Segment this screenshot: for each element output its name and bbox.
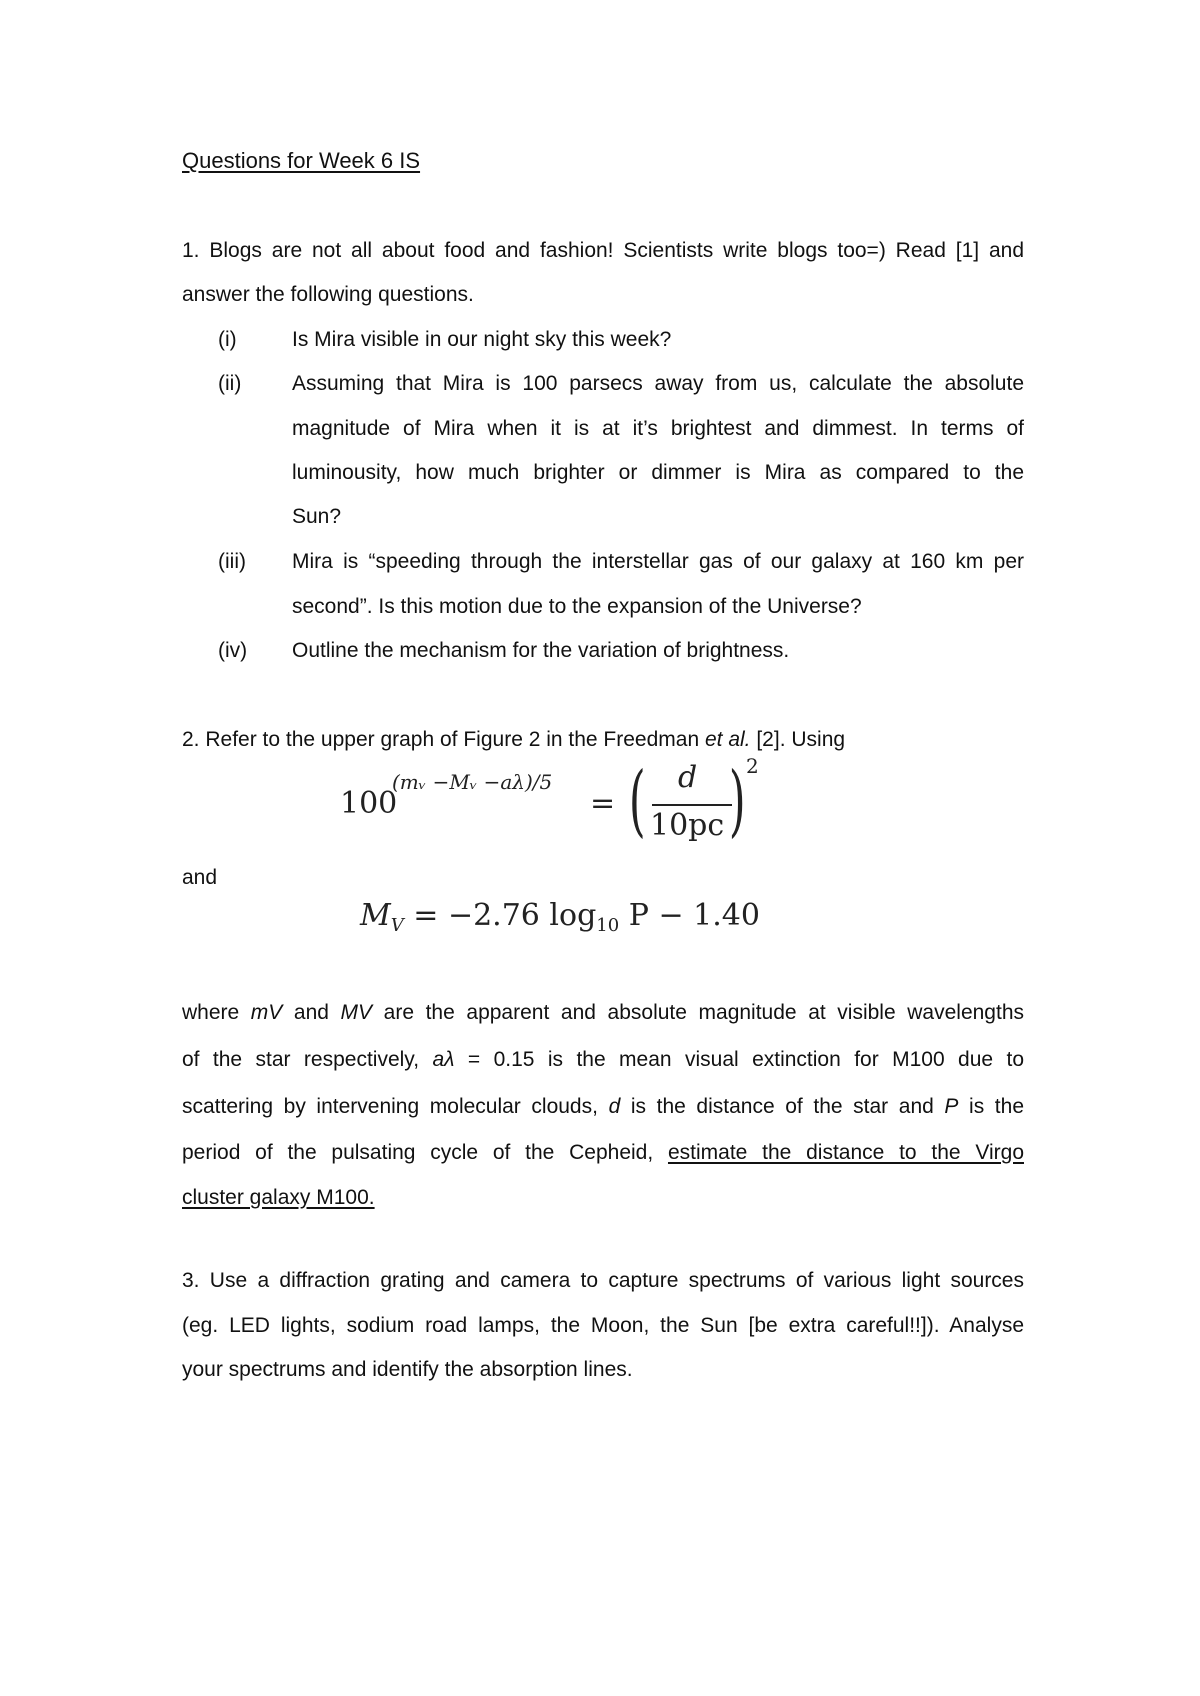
q1-item-ii-label: (ii)	[218, 372, 242, 395]
q3-line-1: 3. Use a diffraction grating and camera to capture spectrums of various light sources	[182, 1269, 1024, 1292]
eq1-equals: =	[590, 786, 616, 821]
q2-body-underlined-text: cluster galaxy M100.	[182, 1186, 375, 1209]
q2-body-text: of the star respectively,	[182, 1048, 433, 1071]
q1-item-ii-line-2: magnitude of Mira when it is at it’s brightest and dimmest. In terms of	[292, 417, 1024, 440]
q2-body-text: is the	[958, 1095, 1025, 1118]
q2-body-text: scattering by intervening molecular clouds,	[182, 1095, 609, 1118]
q2-body-line	[182, 1140, 1024, 1166]
eq1-left-paren: (	[628, 756, 646, 846]
period-luminosity-equation	[360, 898, 760, 948]
q2-body-italic-symbol: P	[944, 1095, 959, 1118]
q2-body-italic-symbol: mV	[250, 1001, 283, 1024]
q2-intro	[182, 727, 845, 753]
eq1-base: 100	[340, 786, 398, 821]
eq1-power: 2	[746, 754, 759, 778]
q1-line-1: 1. Blogs are not all about food and fashion! Scientists write blogs too=) Read [1] and	[182, 239, 1024, 262]
q1-item-ii-line-3: luminousity, how much brighter or dimmer is Mira as compared to the	[292, 461, 1024, 484]
eq2-lhs: M	[360, 898, 391, 933]
eq1-numerator: d	[678, 760, 698, 795]
eq2-lhs-sub: V	[390, 915, 404, 936]
q2-body-text: and	[282, 1001, 341, 1024]
q2-body-underlined-text: estimate the distance to the Virgo	[667, 1141, 1024, 1164]
q2-intro-post: [2]. Using	[750, 728, 846, 751]
q2-body-line	[182, 1000, 1024, 1026]
q2-body-italic-symbol: aλ	[432, 1048, 455, 1071]
q1-item-iv-text: Outline the mechanism for the variation of brightness.	[292, 639, 790, 662]
q1-item-iv-label: (iv)	[218, 639, 248, 662]
q1-item-iii-line-1: Mira is “speeding through the interstellar gas of our galaxy at 160 km per	[292, 550, 1024, 573]
q2-body-text: period of the pulsating cycle of the Cepheid,	[182, 1141, 668, 1164]
q3-line-3: your spectrums and identify the absorption lines.	[182, 1358, 633, 1381]
q2-body-line	[182, 1185, 375, 1211]
q2-body-text: = 0.15 is the mean visual extinction for M100 due to	[454, 1048, 1025, 1071]
q2-intro-etal: et al.	[704, 728, 751, 751]
q1-item-i-label: (i)	[218, 328, 237, 351]
q3-line-2: (eg. LED lights, sodium road lamps, the Moon, the Sun [be extra careful!!]). Analyse	[182, 1314, 1024, 1337]
q2-body-text: is the distance of the star and	[620, 1095, 945, 1118]
q1-line-2: answer the following questions.	[182, 283, 474, 306]
q2-body-text: are the apparent and absolute magnitude at visible wavelengths	[372, 1001, 1024, 1024]
q2-body-italic-symbol: MV	[340, 1001, 373, 1024]
q2-body-text: where	[182, 1001, 251, 1024]
q2-body-line	[182, 1094, 1024, 1120]
q2-and: and	[182, 866, 218, 889]
q2-body-italic-symbol: d	[608, 1095, 621, 1118]
eq2-rhs2: P − 1.40	[619, 898, 760, 933]
q1-item-ii-line-1: Assuming that Mira is 100 parsecs away from us, calculate the absolute	[292, 372, 1024, 395]
q1-item-iii-label: (iii)	[218, 550, 246, 573]
q1-item-iii-line-2: second”. Is this motion due to the expansion of the Universe?	[292, 595, 862, 618]
q1-item-ii-line-4: Sun?	[292, 505, 342, 528]
eq1-denominator: 10pc	[650, 808, 725, 843]
eq1-right-paren: )	[728, 756, 746, 846]
q2-body-line	[182, 1047, 1024, 1073]
page-title: Questions for Week 6 IS	[182, 148, 421, 173]
eq2-rhs: = −2.76 log	[413, 898, 597, 933]
distance-modulus-equation	[340, 754, 760, 850]
eq1-fraction-bar	[652, 804, 732, 806]
eq1-exponent: (mᵥ −Mᵥ −aλ)/5	[392, 770, 553, 794]
q2-intro-pre: 2. Refer to the upper graph of Figure 2 in the Freedman	[182, 728, 705, 751]
eq2-log-sub: 10	[596, 915, 620, 936]
q1-item-i-text: Is Mira visible in our night sky this week?	[292, 328, 672, 351]
